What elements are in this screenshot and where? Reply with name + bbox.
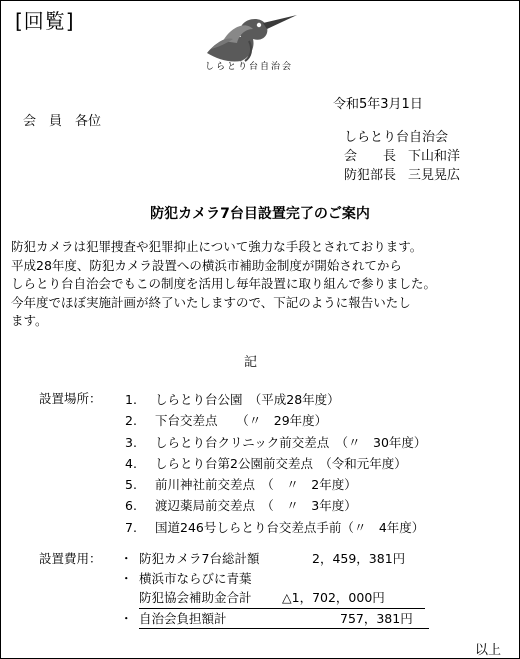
item-text: 前川神社前交差点 （ 〃 2年度） bbox=[155, 477, 357, 493]
item-text: しらとり台公園 （平成28年度） bbox=[155, 392, 340, 407]
bullet: ・ bbox=[120, 610, 133, 626]
self-underlined bbox=[139, 609, 429, 630]
sender-association bbox=[344, 128, 460, 147]
sender-role: 防犯部長 bbox=[344, 168, 397, 183]
cost-subsidy-row bbox=[120, 569, 429, 589]
item-number: 3. bbox=[125, 434, 137, 450]
cost-subsidy-row-2 bbox=[120, 588, 429, 609]
cost-label: 横浜市ならびに青葉 bbox=[139, 570, 252, 586]
item-text: しらとり台第2公園前交差点 （令和元年度） bbox=[155, 455, 407, 471]
sender-block bbox=[344, 128, 460, 185]
item-text: しらとり台クリニック前交差点 （〃 30年度） bbox=[155, 434, 427, 450]
body-text bbox=[11, 238, 436, 331]
cost-label: 防犯協会補助金合計 bbox=[139, 590, 252, 605]
sender-role: しらとり台自治会 bbox=[344, 130, 449, 145]
list-item bbox=[125, 410, 426, 431]
locations-list bbox=[125, 389, 426, 538]
cost-self-row bbox=[120, 609, 429, 630]
item-number: 4. bbox=[125, 455, 137, 471]
costs-label: 設置費用： bbox=[39, 551, 102, 566]
item-text: 国道246号しらとり台交差点手前（〃 4年度） bbox=[155, 519, 425, 535]
cost-amount: △1，702，000円 bbox=[282, 590, 385, 605]
sender-chairman bbox=[344, 147, 460, 166]
body-line: 今年度でほぼ実施計画が終了いたしますので、下記のように報告いたし bbox=[11, 294, 411, 310]
sender-role: 会 長 bbox=[344, 149, 397, 164]
closing-text: 以上 bbox=[475, 643, 502, 658]
body-line: 防犯カメラは犯罪捜査や犯罪抑止について強力な手段とされております。 bbox=[11, 239, 423, 254]
cost-amount: 757，381円 bbox=[340, 610, 413, 626]
list-item bbox=[125, 517, 426, 538]
document-title: 防犯カメラ7台目設置完了のご案内 bbox=[150, 206, 370, 222]
list-item bbox=[125, 495, 426, 516]
body-line: しらとり台自治会でもこの制度を活用し毎年設置に取り組んで参りました。 bbox=[11, 276, 437, 291]
sender-name: 三見晃広 bbox=[408, 168, 461, 183]
logo-text: しらとり台自治会 bbox=[205, 62, 294, 72]
list-item bbox=[125, 389, 426, 410]
list-item bbox=[125, 474, 426, 495]
sender-crime-prevention-head bbox=[344, 166, 460, 185]
item-number: 5. bbox=[125, 477, 137, 493]
subsidy-underlined bbox=[139, 588, 425, 609]
item-text: 渡辺薬局前交差点 （ 〃 3年度） bbox=[155, 498, 357, 514]
sender-name: 下山和洋 bbox=[408, 149, 461, 164]
bullet: ・ bbox=[120, 551, 133, 566]
item-number: 1. bbox=[125, 392, 137, 407]
body-line: 平成28年度、防犯カメラ設置への横浜市補助金制度が開始されてから bbox=[11, 257, 402, 273]
kairan-label: [回覧] bbox=[15, 9, 75, 33]
list-item bbox=[125, 453, 426, 474]
body-line: ます。 bbox=[11, 313, 48, 328]
item-text: 下台交差点 （〃 29年度） bbox=[155, 413, 328, 429]
item-number: 2. bbox=[125, 413, 137, 429]
ki-heading: 記 bbox=[244, 355, 258, 370]
cost-total-row bbox=[120, 549, 429, 569]
item-number: 6. bbox=[125, 498, 137, 514]
recipient-line: 会 員 各位 bbox=[23, 114, 102, 129]
bullet: ・ bbox=[120, 570, 133, 586]
item-number: 7. bbox=[125, 519, 137, 535]
list-item bbox=[125, 432, 426, 453]
cost-label: 自治会負担額計 bbox=[139, 610, 227, 626]
costs-list bbox=[120, 549, 429, 629]
cost-label: 防犯カメラ7台総計額 bbox=[139, 551, 260, 566]
issue-date: 令和5年3月1日 bbox=[333, 97, 423, 112]
locations-label: 設置場所： bbox=[39, 391, 102, 406]
cost-amount: 2，459，381円 bbox=[312, 551, 406, 566]
